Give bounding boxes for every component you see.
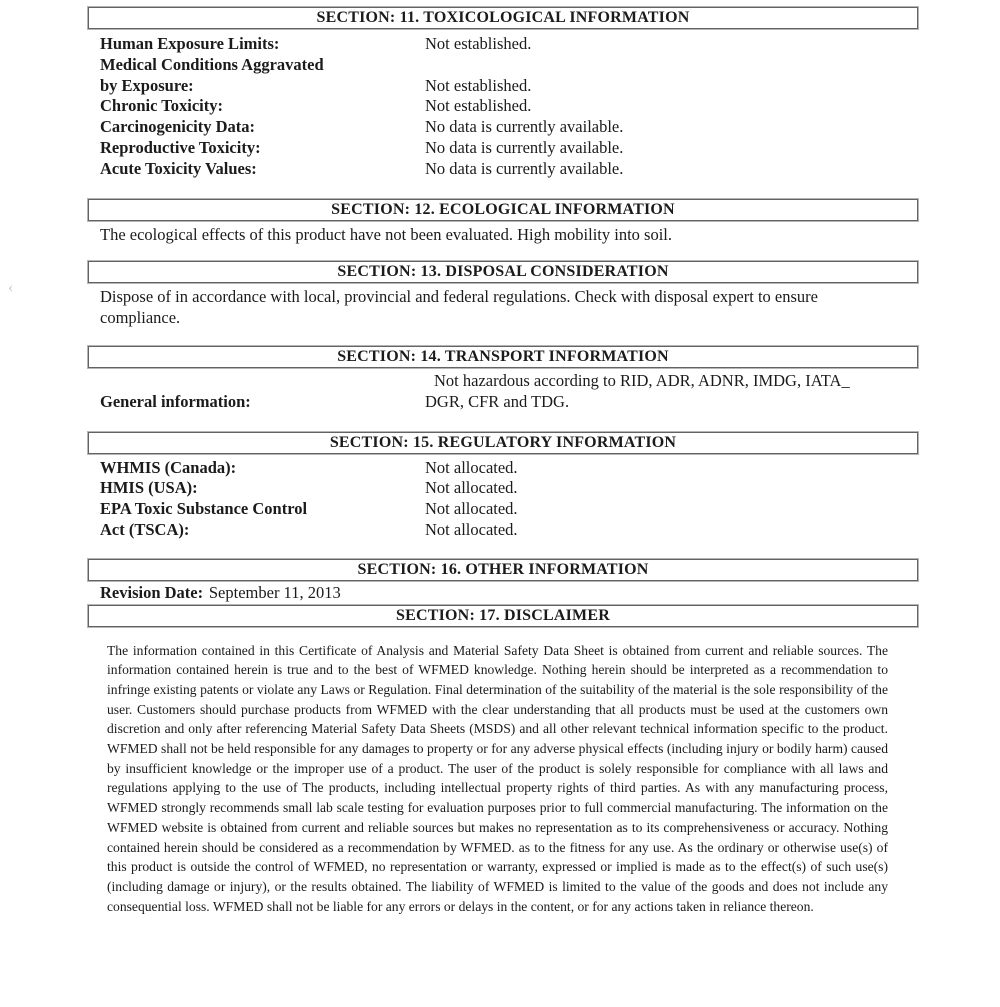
revision-date-value: September 11, 2013	[208, 582, 341, 602]
row-value: Not established.	[425, 34, 532, 53]
row-value	[425, 55, 910, 76]
table-row	[100, 34, 910, 55]
row-label: HMIS (USA):	[100, 478, 198, 498]
row-value: Not allocated.	[425, 519, 518, 539]
row-label: Medical Conditions Aggravated	[100, 54, 324, 74]
section-13-title: SECTION: 13. DISPOSAL CONSIDERATION	[337, 263, 669, 281]
msds-document-page	[0, 7, 1000, 916]
section-15-title: SECTION: 15. REGULATORY INFORMATION	[329, 433, 677, 451]
table-row	[100, 478, 910, 499]
section-17-title: SECTION: 17. DISCLAIMER	[396, 606, 610, 624]
row-value	[425, 371, 910, 413]
table-row	[100, 499, 910, 520]
row-value: Not established.	[425, 75, 532, 95]
table-row	[100, 76, 910, 97]
row-label: Carcinogenicity Data:	[100, 117, 256, 137]
row-label: WHMIS (Canada):	[100, 457, 237, 477]
row-label: Human Exposure Limits:	[100, 34, 280, 53]
section-12-body: The ecological effects of this product have not been evaluated. High mobility into soil.	[100, 224, 672, 244]
row-label: by Exposure:	[100, 75, 194, 95]
row-value: Not established.	[425, 96, 532, 116]
row-value: Not allocated.	[425, 478, 518, 498]
row-label: Acute Toxicity Values:	[100, 158, 257, 178]
section-16-title: SECTION: 16. OTHER INFORMATION	[357, 560, 649, 578]
row-value: Not allocated.	[425, 499, 518, 519]
row-value: No data is currently available.	[425, 137, 624, 157]
section-15-header	[88, 432, 918, 454]
section-13-header	[88, 261, 918, 283]
table-row	[100, 159, 910, 180]
table-row	[100, 117, 910, 138]
transport-value-line-1: Not hazardous according to RID, ADR, ADNR, IMDG, IATA_	[434, 370, 850, 390]
table-row	[100, 520, 910, 541]
section-11-body	[100, 34, 910, 180]
section-15-body	[100, 458, 910, 541]
section-13-body: Dispose of in accordance with local, provincial and federal regulations. Check with disposal expert to ensure compliance.	[100, 287, 818, 328]
section-11-title: SECTION: 11. TOXICOLOGICAL INFORMATION	[316, 9, 690, 26]
row-label: Act (TSCA):	[100, 519, 190, 539]
section-11-header	[88, 7, 918, 29]
disclaimer-text: The information contained in this Certificate of Analysis and Material Safety Data Sheet is obtained from current and reliable sources. The information contained herein is true and to the best of WFMED knowledge. Nothing herein should be interpreted as a recommendation to infringe existing patents or violate any Laws or Regulation. Final determination of the suitability of the material is the sole responsibility of the user. Customers should purchase products from WFMED with the clear understanding that all products must be used at the customers own discretion and only after referencing Material Safety Data Sheets (MSDS) and all other relevant technical information specific to the product. WFMED shall not be held responsible for any damages to property or for any adverse physical effects (including injury or bodily harm) caused by insufficient knowledge or the improper use of a product. The user of the product is solely responsible for compliance with all laws and regulations applying to the use of The products, including intellectual property rights of third parties. As with any manufacturing process, WFMED strongly recommends small lab scale testing for evaluation purposes prior to full commercial manufacturing. The information on the WFMED website is obtained from current and reliable sources but makes no representation as to its comprehensiveness or accuracy. Nothing contained herein should be considered as a recommendation by WFMED. as to the fitness for any use. As the ordinary or otherwise use(s) of this product is outside the control of WFMED, no representation or warranty, expressed or implied is made as to the effect(s) of such use(s) (including damage or injury), or the results obtained. The liability of WFMED is limited to the value of the goods and does not include any consequential loss. WFMED shall not be liable for any errors or delays in the content, or for any actions taken in reliance thereon.	[107, 642, 888, 914]
revision-date-line	[100, 583, 1000, 604]
section-14-header	[88, 346, 918, 368]
scan-artifact-mark: ‹	[8, 279, 14, 296]
table-row	[100, 458, 910, 479]
transport-value-line-2: DGR, CFR and TDG.	[425, 391, 570, 411]
row-label: Chronic Toxicity:	[100, 96, 224, 116]
table-row	[100, 55, 910, 76]
section-12-title: SECTION: 12. ECOLOGICAL INFORMATION	[331, 200, 675, 218]
row-label: General information:	[100, 391, 251, 411]
row-value: No data is currently available.	[425, 117, 624, 137]
section-14-body	[100, 371, 910, 413]
section-12-header	[88, 199, 918, 221]
row-value: Not allocated.	[425, 457, 518, 477]
row-value: No data is currently available.	[425, 158, 624, 178]
table-row	[100, 96, 910, 117]
section-14-title: SECTION: 14. TRANSPORT INFORMATION	[337, 347, 669, 365]
section-16-header	[88, 559, 918, 581]
table-row	[100, 138, 910, 159]
row-label: EPA Toxic Substance Control	[100, 499, 308, 519]
revision-date-label: Revision Date:	[100, 582, 204, 602]
section-17-header	[88, 605, 918, 627]
row-label: Reproductive Toxicity:	[100, 137, 261, 157]
